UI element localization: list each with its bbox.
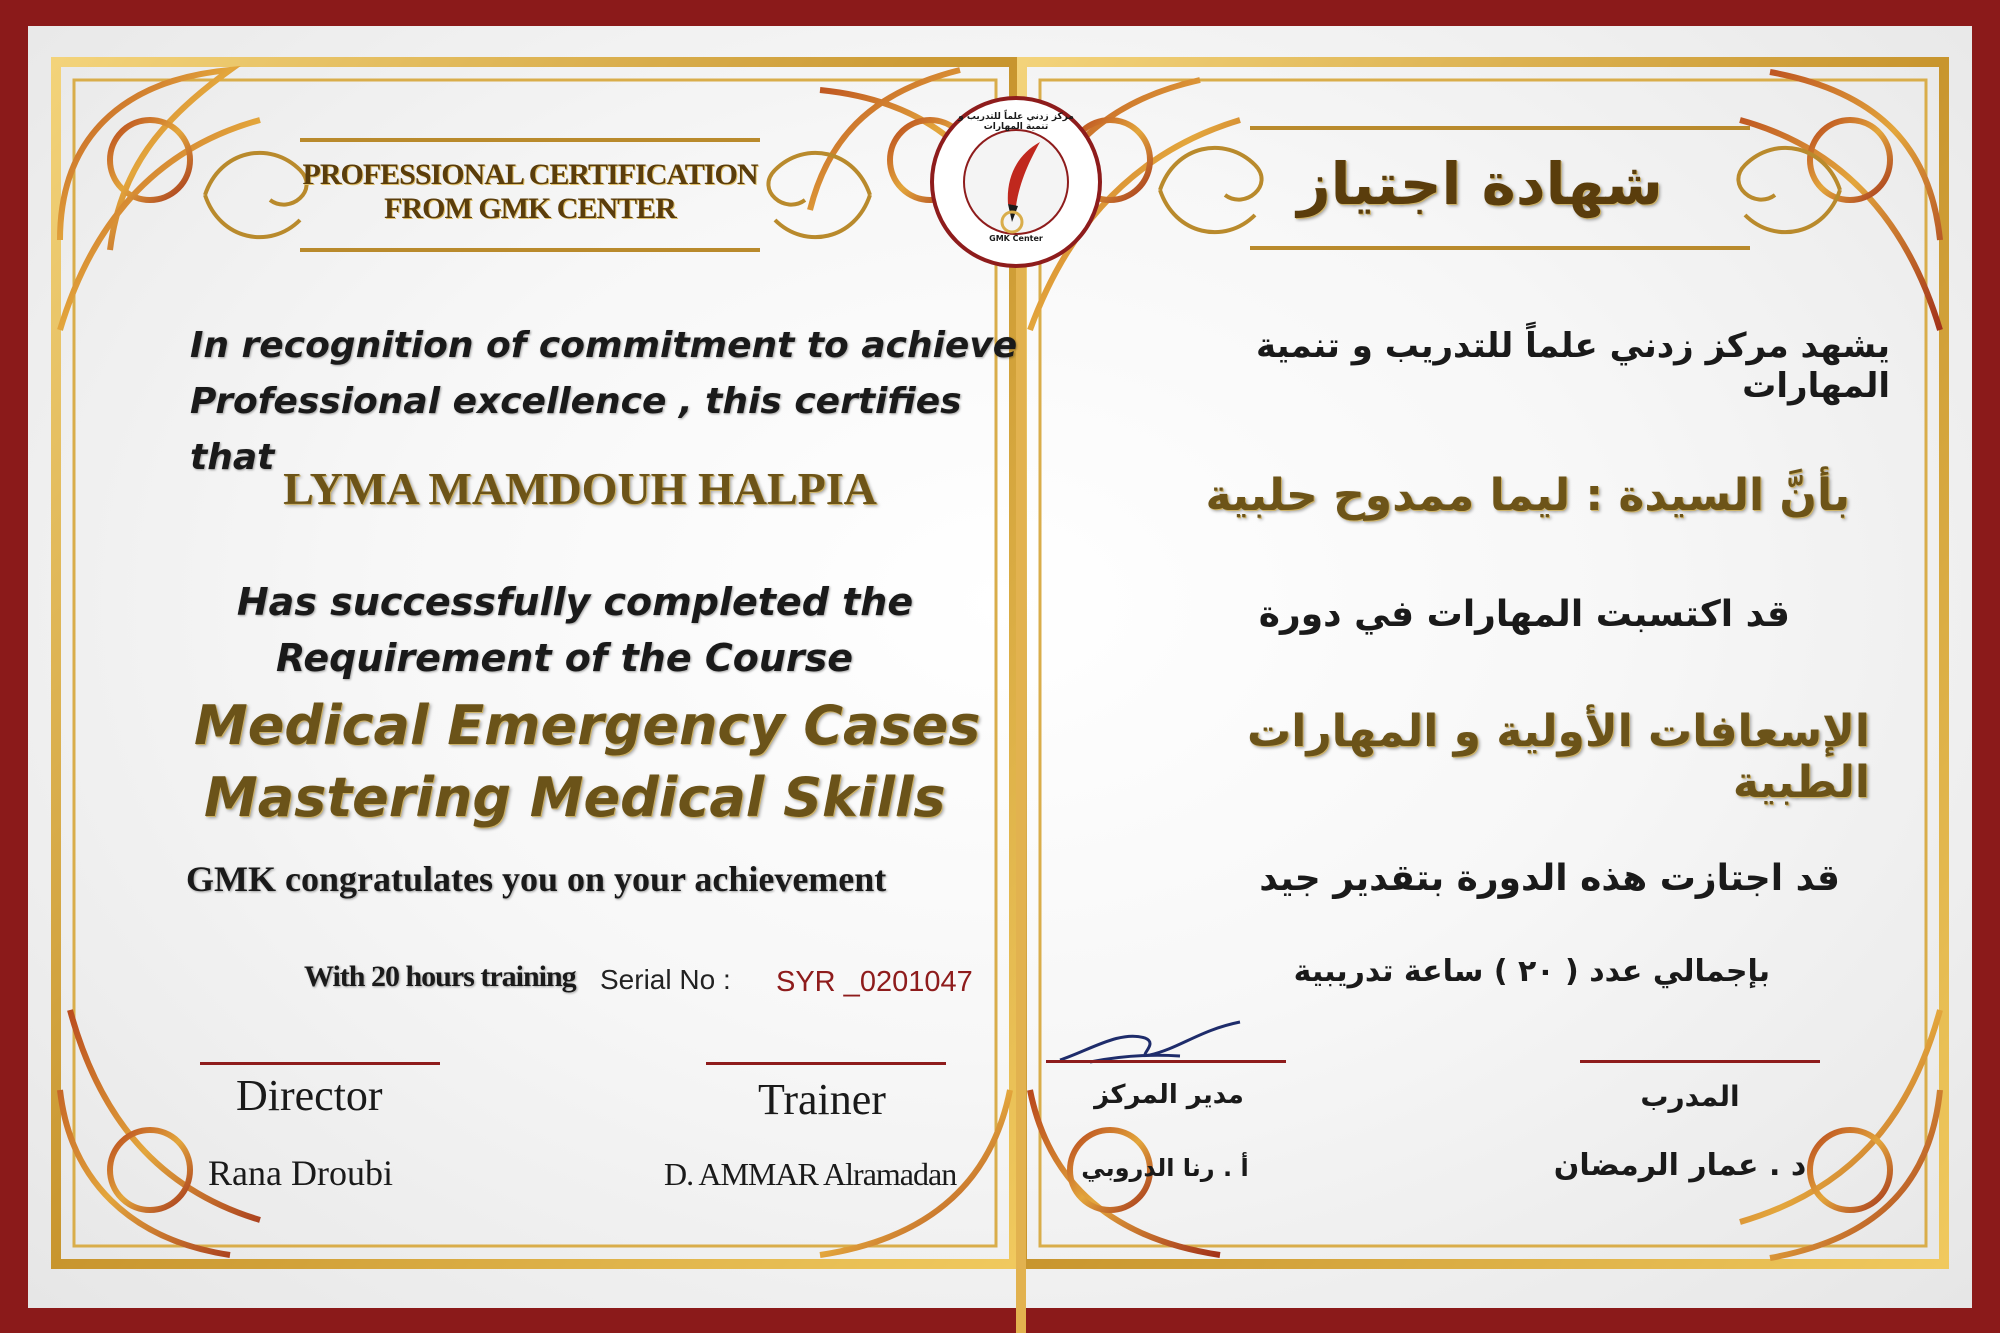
- course-title-ar: الإسعافات الأولية و المهارات الطبية: [1247, 706, 1870, 808]
- intro-line-1: In recognition of commitment to achieve: [190, 325, 1018, 366]
- trainer-name-ar: د . عمار الرمضان: [1553, 1148, 1807, 1183]
- director-signature-scribble: [1050, 1010, 1250, 1090]
- course-title-en: [150, 690, 1010, 834]
- director-title-en: Director: [236, 1071, 383, 1120]
- director-name-ar: أ . رنا الدروبي: [1081, 1154, 1249, 1182]
- recognition-intro: [150, 318, 1050, 486]
- certification-header-line-1: PROFESSIONAL CERTIFICATION: [302, 158, 758, 191]
- certification-header-line-2: FROM GMK CENTER: [384, 192, 676, 225]
- serial-label: Serial No :: [600, 964, 731, 995]
- congratulations-text: GMK congratulates you on your achievement: [186, 859, 887, 899]
- acquired-skills-ar: قد اكتسبت المهارات في دورة: [1258, 594, 1790, 635]
- recipient-name-ar: بأنَّ السيدة : ليما ممدوح حلبية: [1205, 470, 1850, 521]
- course-line-2: Mastering Medical Skills: [204, 766, 946, 829]
- director-title-ar: مدير المركز: [1094, 1080, 1244, 1110]
- passed-grade-ar: قد اجتازت هذه الدورة بتقدير جيد: [1259, 858, 1840, 899]
- certificate-title-ar: شهادة اجتياز: [1297, 150, 1663, 218]
- training-hours-ar: بإجمالي عدد ( ٢٠ ) ساعة تدريبية: [1293, 954, 1770, 989]
- course-line-1: Medical Emergency Cases: [194, 694, 981, 757]
- logo-inner-text: GMK Center: [989, 234, 1043, 243]
- serial-number: SYR _0201047: [776, 966, 973, 998]
- trainer-title-en: Trainer: [758, 1075, 886, 1124]
- trainer-signature-line: [706, 1062, 946, 1065]
- logo-ring-text: مركز زدني علماً للتدريب و تنمية المهارات: [958, 112, 1074, 132]
- director-name-en: Rana Droubi: [208, 1153, 393, 1193]
- completion-statement: [160, 574, 990, 686]
- certification-header: [300, 158, 760, 226]
- intro-ar: يشهد مركز زدني علماً للتدريب و تنمية المهارات: [1255, 326, 1890, 406]
- trainer-title-ar: المدرب: [1640, 1080, 1740, 1113]
- completion-line-2: Requirement of the Course: [276, 636, 854, 680]
- gmk-logo: [928, 94, 1104, 270]
- recipient-name-en: LYMA MAMDOUH HALPIA: [283, 463, 877, 514]
- director-signature-line: [200, 1062, 440, 1065]
- director-signature-line-ar: [1046, 1060, 1286, 1063]
- intro-line-2: Professional excellence , this certifies that: [190, 381, 962, 478]
- training-hours-en: With 20 hours training: [304, 960, 576, 993]
- trainer-signature-line-ar: [1580, 1060, 1820, 1063]
- trainer-name-en: D. AMMAR Alramadan: [664, 1156, 957, 1192]
- completion-line-1: Has successfully completed the: [236, 580, 914, 624]
